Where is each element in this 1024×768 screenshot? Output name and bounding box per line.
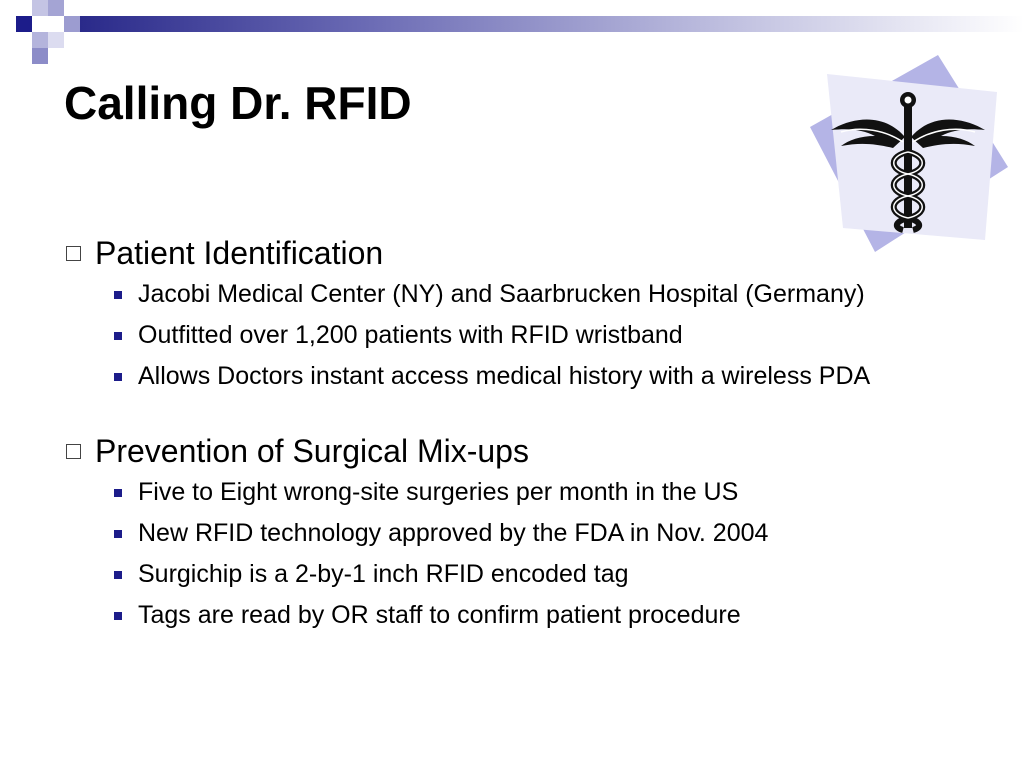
square-bullet-icon — [114, 530, 122, 538]
hollow-square-bullet-icon — [66, 246, 81, 261]
header-gradient-bar — [80, 16, 1024, 32]
hollow-square-bullet-icon — [66, 444, 81, 459]
bullet-heading — [64, 430, 1004, 472]
list-item — [114, 315, 1004, 356]
section-patient-identification — [64, 232, 1004, 397]
list-item — [114, 554, 1004, 595]
square-bullet-icon — [114, 571, 122, 579]
list-item — [114, 513, 1004, 554]
list-item-text: New RFID technology approved by the FDA in Nov. 2004 — [138, 519, 769, 547]
section-surgical-mixups — [64, 430, 1004, 636]
slide-title: Calling Dr. RFID — [64, 77, 412, 129]
list-item-text: Outfitted over 1,200 patients with RFID wristband — [138, 321, 683, 349]
square-bullet-icon — [114, 612, 122, 620]
caduceus-icon — [805, 52, 1011, 258]
list-item — [114, 472, 1004, 513]
section-heading: Prevention of Surgical Mix-ups — [95, 432, 529, 469]
square-bullet-icon — [114, 332, 122, 340]
list-item-text: Five to Eight wrong-site surgeries per month in the US — [138, 478, 739, 506]
list-item — [114, 356, 1004, 397]
list-item — [114, 274, 1004, 315]
list-item-text: Tags are read by OR staff to confirm patient procedure — [138, 601, 741, 629]
list-item-text: Jacobi Medical Center (NY) and Saarbrucken Hospital (Germany) — [138, 280, 865, 308]
section-heading: Patient Identification — [95, 234, 384, 271]
list-item-text: Surgichip is a 2-by-1 inch RFID encoded tag — [138, 560, 629, 588]
bullet-heading — [64, 232, 1004, 274]
list-item — [114, 595, 1004, 636]
square-bullet-icon — [114, 291, 122, 299]
square-bullet-icon — [114, 373, 122, 381]
square-bullet-icon — [114, 489, 122, 497]
list-item-text: Allows Doctors instant access medical history with a wireless PDA — [138, 362, 871, 390]
slide-body — [64, 232, 1004, 636]
